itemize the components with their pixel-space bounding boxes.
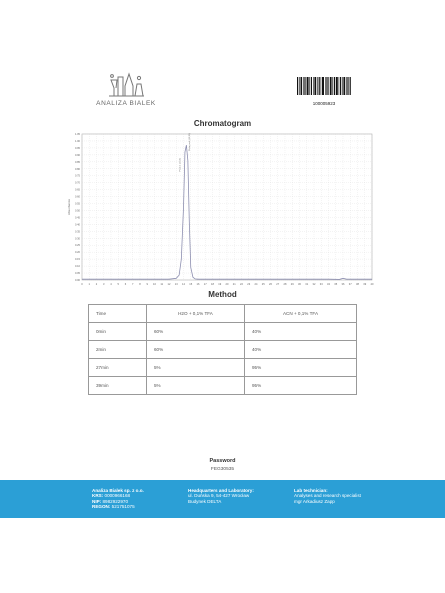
table-row: [89, 323, 357, 341]
nip-value: 8982922970: [102, 498, 129, 504]
x-tick-label: 11: [160, 283, 164, 286]
x-tick-label: 39: [363, 283, 367, 286]
lab-technician-name: mgr Arkadiusz Zapp: [294, 498, 335, 504]
x-tick-label: 12: [167, 283, 171, 286]
lab-title: Lab technician:: [294, 488, 328, 493]
table-cell: 39min: [89, 377, 147, 395]
peak-label: Peak 1 (1.54): [179, 158, 182, 172]
method-table: [88, 304, 357, 395]
x-tick-label: 34: [327, 283, 330, 286]
hq-address: ul. Duńska 9, 54-427 Wrocław: [188, 493, 250, 499]
y-tick-label: 0.10: [74, 265, 80, 269]
y-tick-label: 0.15: [74, 258, 80, 262]
x-tick-label: 16: [196, 283, 200, 286]
barcode-icon: [297, 77, 351, 95]
chart-grid: [82, 134, 372, 280]
y-tick-label: 0.60: [74, 195, 80, 199]
company-logo: [86, 72, 166, 107]
x-tick-label: 4: [110, 283, 112, 286]
x-tick-label: 5: [117, 283, 119, 286]
x-tick-label: 1: [88, 283, 90, 286]
lab-role: Analyses and research specialist: [294, 493, 361, 499]
x-tick-label: 29: [290, 283, 294, 286]
y-tick-label: 0.35: [74, 230, 80, 234]
hq-building: Budynek DELTA: [188, 498, 222, 504]
y-tick-label: 0.00: [74, 279, 80, 282]
peak-label: Main peak (16.83): [189, 133, 192, 151]
x-tick-label: 28: [283, 283, 287, 286]
x-tick-label: 14: [182, 283, 185, 286]
y-tick-label: 0.85: [74, 160, 80, 164]
x-tick-label: 22: [240, 283, 243, 286]
x-tick-label: 25: [261, 283, 265, 286]
regon-value: 521751075: [111, 504, 135, 510]
barcode: [297, 77, 351, 106]
method-col-acn: ACN + 0,1% TFA: [245, 305, 357, 323]
x-tick-label: 30: [298, 283, 301, 286]
table-cell: 27min: [89, 359, 147, 377]
x-tick-label: 9: [146, 283, 148, 286]
y-tick-label: 0.90: [74, 153, 80, 157]
x-tick-label: 23: [247, 283, 251, 286]
table-cell: 0min: [89, 323, 147, 341]
table-cell: 60%: [147, 323, 245, 341]
x-tick-label: 19: [218, 283, 222, 286]
x-tick-label: 32: [312, 283, 316, 286]
table-row: [89, 377, 357, 395]
x-tick-label: 3: [103, 283, 105, 286]
y-tick-label: 0.75: [74, 174, 80, 178]
x-tick-label: 40: [370, 283, 374, 286]
y-tick-label: 0.30: [74, 237, 80, 241]
y-tick-label: 1.05: [74, 133, 80, 136]
x-tick-label: 6: [124, 283, 127, 286]
chromatogram-svg: [66, 130, 378, 288]
table-row: [89, 341, 357, 359]
y-axis-label: Absorbance: [67, 198, 71, 216]
table-row: [89, 359, 357, 377]
krs-label: KRS:: [92, 493, 104, 499]
method-title: Method: [208, 290, 237, 299]
footer-company: [92, 488, 144, 510]
table-cell: 40%: [245, 341, 357, 359]
y-tick-label: 0.70: [74, 181, 80, 185]
lab-flask-logo-icon: [106, 72, 146, 98]
krs-value: 0000966168: [104, 493, 131, 499]
method-col-h2o: H2O + 0,1% TFA: [147, 305, 245, 323]
nip-label: NIP:: [92, 498, 102, 504]
table-cell: 60%: [147, 341, 245, 359]
y-tick-label: 0.95: [74, 146, 80, 150]
x-tick-label: 38: [356, 283, 359, 286]
y-tick-label: 0.40: [74, 223, 80, 227]
y-tick-label: 0.65: [74, 188, 80, 192]
x-tick-label: 10: [153, 283, 156, 286]
x-tick-label: 17: [203, 283, 207, 286]
footer-lab: [294, 488, 361, 504]
x-tick-label: 7: [132, 283, 134, 286]
method-header-row: [89, 305, 357, 323]
logo-text: ANALIZA BIALEK: [96, 100, 156, 107]
x-tick-label: 20: [225, 283, 229, 286]
y-tick-label: 1.00: [74, 139, 80, 143]
x-tick-label: 0: [81, 283, 83, 286]
company-name: Analiza Bialek sp. z o.o.: [92, 488, 144, 493]
table-cell: 95%: [245, 359, 357, 377]
hq-title: Headquarters and Laboratory:: [188, 488, 254, 493]
y-tick-label: 0.45: [74, 216, 80, 220]
y-tick-label: 0.80: [74, 167, 80, 171]
x-tick-label: 13: [174, 283, 178, 286]
x-tick-label: 8: [139, 283, 141, 286]
password-value: FEG30535: [210, 467, 235, 472]
regon-label: REGON:: [92, 504, 111, 510]
x-tick-label: 33: [319, 283, 323, 286]
x-tick-label: 21: [232, 283, 236, 286]
footer: [0, 480, 445, 518]
x-tick-label: 2: [95, 283, 98, 286]
x-tick-label: 37: [348, 283, 352, 286]
x-tick-label: 31: [305, 283, 309, 286]
x-tick-label: 26: [269, 283, 272, 286]
x-tick-label: 18: [211, 283, 214, 286]
table-cell: 2min: [89, 341, 147, 359]
table-cell: 40%: [245, 323, 357, 341]
y-tick-label: 0.05: [74, 272, 80, 276]
x-tick-label: 27: [276, 283, 280, 286]
y-tick-label: 0.50: [74, 209, 80, 213]
x-tick-label: 35: [334, 283, 338, 286]
x-tick-label: 36: [341, 283, 345, 286]
y-tick-label: 0.55: [74, 202, 80, 206]
x-tick-label: 24: [254, 283, 258, 286]
y-tick-label: 0.20: [74, 251, 80, 255]
method-col-time: Time: [89, 305, 147, 323]
table-cell: 95%: [245, 377, 357, 395]
x-tick-label: 15: [189, 283, 193, 286]
table-cell: 5%: [147, 377, 245, 395]
password-label: Password: [209, 458, 236, 464]
chromatogram-chart: [66, 130, 378, 288]
barcode-number: 100005923: [312, 101, 336, 106]
y-tick-label: 0.25: [74, 244, 80, 248]
chromatogram-title: Chromatogram: [193, 119, 252, 128]
table-cell: 5%: [147, 359, 245, 377]
footer-hq: [188, 488, 254, 504]
